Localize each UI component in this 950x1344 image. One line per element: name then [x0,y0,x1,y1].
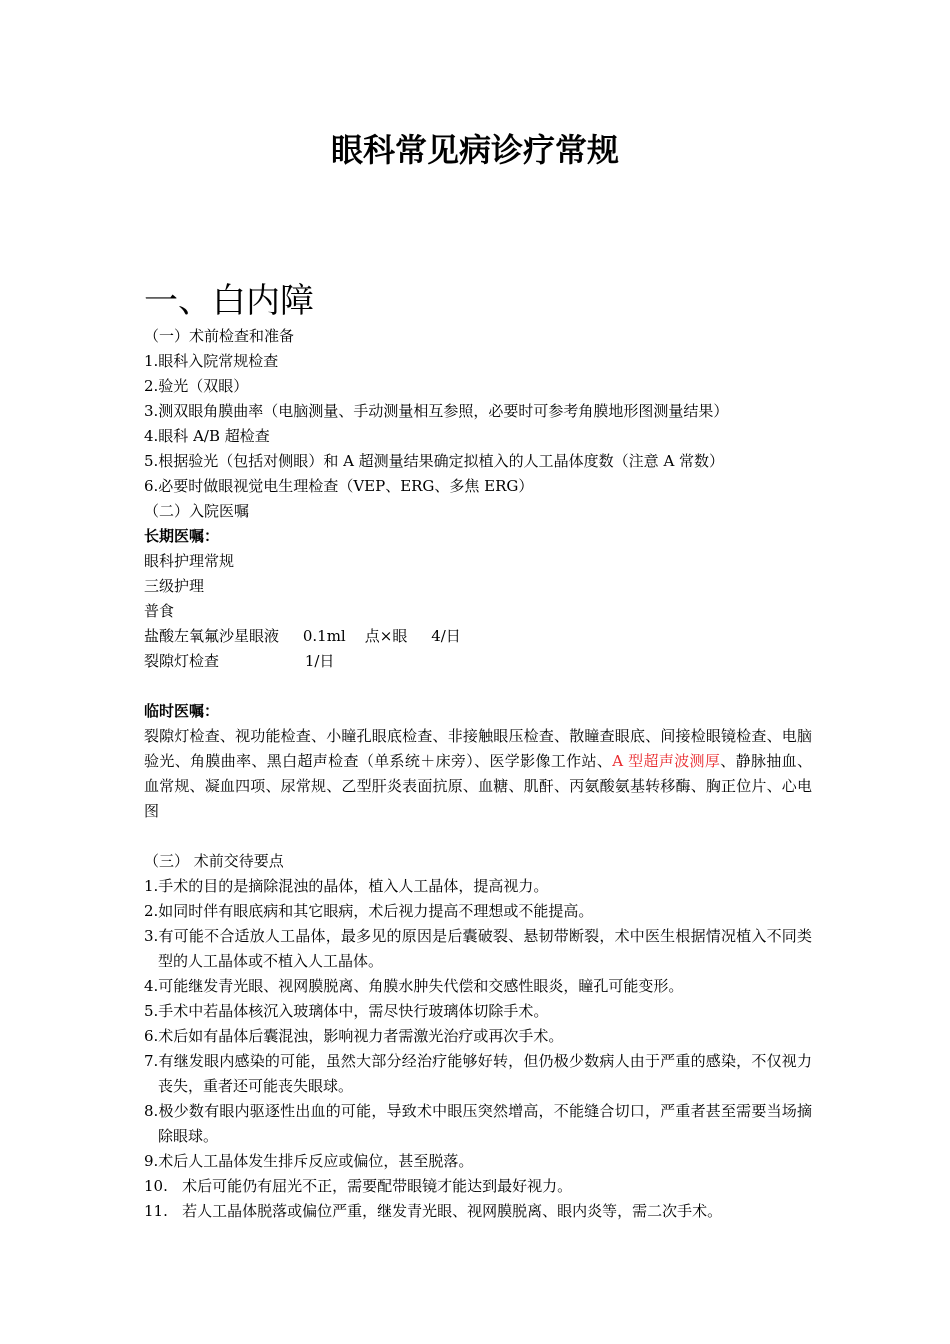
note-item: 9.术后人工晶体发生排斥反应或偏位，甚至脱落。 [144,1152,474,1170]
long-term-orders-label: 长期医嘱： [144,527,220,545]
long-term-order: 裂隙灯检查 1/日 [144,652,335,670]
subsection-heading-notes: （三） 术前交待要点 [144,852,284,870]
temporary-orders-part: 、静脉抽血、血常规、凝血四项、尿常规、乙型肝炎表面抗原、血糖、肌酐、丙氨酸氨基转移酶、胸正位片、心电图 [144,752,812,820]
section-heading-cataract: 一、白内障 [144,281,314,321]
subsection-heading-prep: （一）术前检查和准备 [144,327,295,345]
document-body [144,324,812,1224]
highlighted-order: A 型超声波测厚 [612,752,721,770]
note-item: 1.手术的目的是摘除混浊的晶体，植入人工晶体，提高视力。 [144,877,549,895]
note-item: 8.极少数有眼内驱逐性出血的可能，导致术中眼压突然增高，不能缝合切口，严重者甚至需要当场摘除眼球。 [144,1102,812,1145]
note-item: 2.如同时伴有眼底病和其它眼病，术后视力提高不理想或不能提高。 [144,902,594,920]
temporary-orders-part: 裂隙灯检查、视功能检查、小瞳孔眼底检查、非接触眼压检查、散瞳查眼底、间接检眼镜检查、电脑验光、角膜曲率、黑白超声检查（单系统＋床旁）、医学影像工作站、 [144,727,812,770]
temporary-orders-label: 临时医嘱： [144,702,220,720]
note-item: 10. 术后可能仍有屈光不正，需要配带眼镜才能达到最好视力。 [144,1177,573,1195]
prep-item: 3.测双眼角膜曲率（电脑测量、手动测量相互参照，必要时可参考角膜地形图测量结果） [144,402,729,420]
note-item: 11. 若人工晶体脱落或偏位严重，继发青光眼、视网膜脱离、眼内炎等，需二次手术。 [144,1202,723,1220]
prep-item: 4.眼科 A/B 超检查 [144,427,270,445]
spacer [144,824,812,849]
spacer [144,674,812,699]
note-item: 5.手术中若晶体核沉入玻璃体中，需尽快行玻璃体切除手术。 [144,1002,549,1020]
prep-item: 2.验光（双眼） [144,377,249,395]
prep-item: 1.眼科入院常规检查 [144,352,279,370]
long-term-order: 三级护理 [144,577,205,595]
long-term-order: 盐酸左氧氟沙星眼液 0.1ml 点×眼 4/日 [144,627,461,645]
long-term-order: 普食 [144,602,175,620]
subsection-heading-orders: （二）入院医嘱 [144,502,250,520]
document-title: 眼科常见病诊疗常规 [330,131,619,169]
note-item: 7.有继发眼内感染的可能，虽然大部分经治疗能够好转，但仍极少数病人由于严重的感染，不仅视力丧失，重者还可能丧失眼球。 [144,1052,812,1095]
note-item: 6.术后如有晶体后囊混浊，影响视力者需激光治疗或再次手术。 [144,1027,564,1045]
prep-item: 6.必要时做眼视觉电生理检查（VEP、ERG、多焦 ERG） [144,477,534,495]
prep-item: 5.根据验光（包括对侧眼）和 A 超测量结果确定拟植入的人工晶体度数（注意 A 常数） [144,452,725,470]
note-item: 4.可能继发青光眼、视网膜脱离、角膜水肿失代偿和交感性眼炎，瞳孔可能变形。 [144,977,684,995]
temporary-orders-text [144,724,812,824]
note-item: 3.有可能不合适放人工晶体，最多见的原因是后囊破裂、悬韧带断裂，术中医生根据情况植入不同类型的人工晶体或不植入人工晶体。 [144,927,812,970]
long-term-order: 眼科护理常规 [144,552,235,570]
